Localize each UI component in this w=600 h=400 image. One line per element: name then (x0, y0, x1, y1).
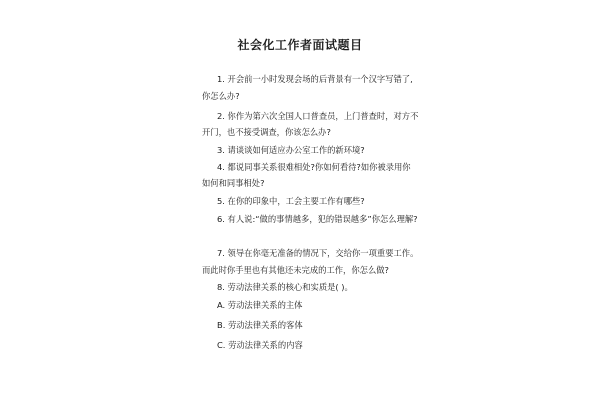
question-8-option-b: B. 劳动法律关系的客体 (217, 320, 303, 330)
question-2-line-1: 2. 你作为第六次全国人口普查员，上门普查时，对方不 (217, 111, 419, 121)
document-title: 社会化工作者面试题目 (237, 38, 363, 52)
question-4-line-1: 4. 都说同事关系很难相处?你如何看待?如你被录用你 (217, 162, 411, 172)
question-2-line-2: 开门，也不接受调查，你该怎么办? (202, 127, 331, 137)
question-6-line-1: 6. 有人说:“做的事情越多，犯的错误越多”你怎么理解? (217, 214, 418, 224)
question-1-line-2: 你怎么办? (202, 91, 240, 101)
question-7-line-1: 7. 领导在你毫无准备的情况下，交给你一项重要工作。 (217, 248, 419, 258)
question-8-line-1: 8. 劳动法律关系的核心和实质是( )。 (217, 282, 353, 292)
question-8-option-c: C. 劳动法律关系的内容 (217, 340, 303, 350)
question-4-line-2: 如何和同事相处? (202, 178, 265, 188)
question-1-line-1: 1. 开会前一小时发现会场的后背景有一个汉字写错了, (217, 74, 413, 84)
question-7-line-2: 而此时你手里也有其他还未完成的工作，你怎么做? (202, 265, 389, 275)
question-5-line-1: 5. 在你的印象中，工会主要工作有哪些? (217, 196, 365, 206)
question-3-line-1: 3. 请谈谈如何适应办公室工作的新环境? (217, 145, 365, 155)
question-8-option-a: A. 劳动法律关系的主体 (217, 300, 303, 310)
